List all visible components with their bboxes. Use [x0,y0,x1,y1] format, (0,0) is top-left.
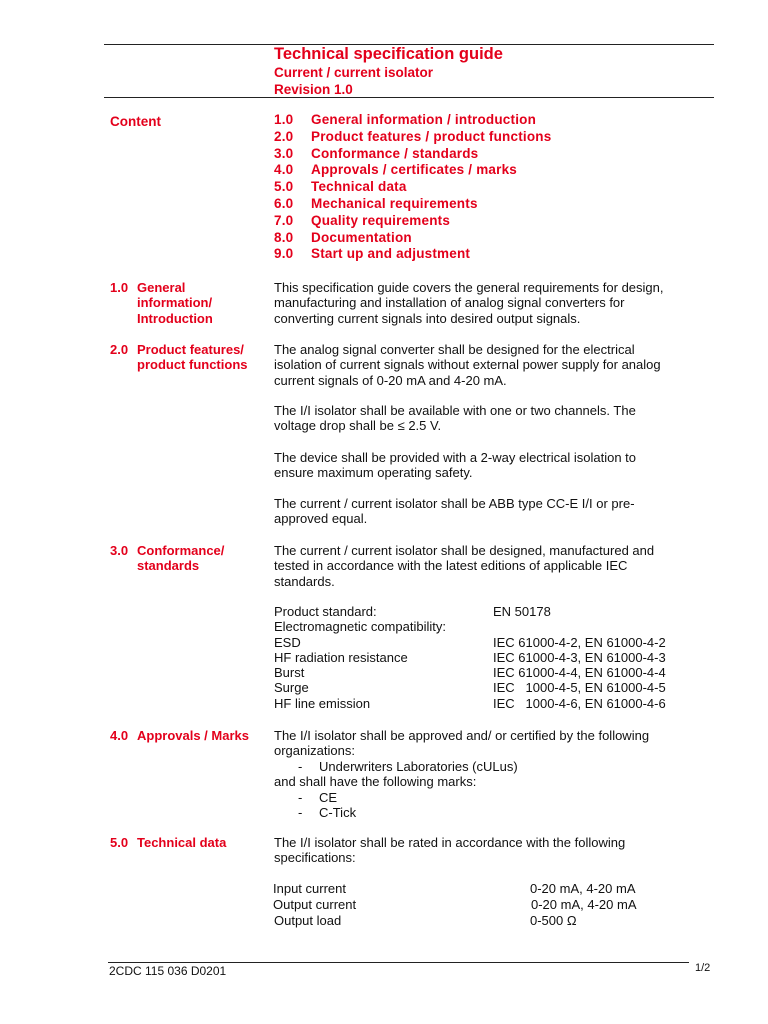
mark-list-item: - C-Tick [298,805,357,820]
standard-row: Surge IEC 1000-4-5, EN 61000-4-5 [274,680,666,696]
table-of-contents [274,112,551,263]
section-2-heading: 2.0 Product features/ product functions [110,342,248,373]
content-label: Content [110,114,161,129]
toc-item[interactable]: 1.0 General information / introduction [274,112,537,127]
section-5-text: The I/I isolator shall be rated in accordance with the following specifications: [274,835,626,866]
section-3-text: The current / current isolator shall be designed, manufactured and tested in accordance with the latest editions of applicable IEC standards. [274,543,655,589]
footer-rule [108,962,689,963]
page-title: Technical specification guide [274,45,503,63]
section-1-text: This specification guide covers the general requirements for design, manufacturing and installation of analog signal converters for converting current signals into desired output signals. [274,280,664,326]
toc-item[interactable]: 3.0 Conformance / standards [274,145,479,161]
section-4-text: The I/I isolator shall be approved and/ or certified by the following organizations: - Underwriters Laboratories (cULus) and shall have the following marks: - CE - C-Tick [274,728,714,820]
spec-table [273,881,693,928]
spec-row: Output current 0-20 mA, 4-20 mA [273,896,637,912]
toc-item[interactable]: 4.0 Approvals / certificates / marks [274,162,517,178]
standard-row: Burst IEC 61000-4-4, EN 61000-4-4 [274,665,666,681]
page-subtitle: Current / current isolator [274,65,434,80]
standard-row: HF line emission IEC 1000-4-6, EN 61000-4-6 [274,695,666,711]
section-5-heading: 5.0 Technical data [110,835,227,850]
document-number: 2CDC 115 036 D0201 [109,964,227,978]
section-2-para-3: The device shall be provided with a 2-way electrical isolation to ensure maximum operating safety. [274,450,637,481]
page-number: 1/2 [695,962,711,974]
toc-item[interactable]: 6.0 Mechanical requirements [274,195,478,211]
standard-row: HF radiation resistance IEC 61000-4-3, EN 61000-4-3 [274,649,666,665]
standard-row: ESD IEC 61000-4-2, EN 61000-4-2 [274,634,666,650]
mark-list-item: - CE [298,789,338,805]
section-1-heading: 1.0 General information/ Introduction [110,280,213,326]
toc-item[interactable]: 2.0 Product features / product functions [274,128,552,144]
organization-list-item: - Underwriters Laboratories (cULus) [298,758,518,774]
toc-item[interactable]: 7.0 Quality requirements [274,212,451,228]
standard-row: Electromagnetic compatibility: [274,619,446,635]
title-block [274,44,503,98]
section-2-para-2: The I/I isolator shall be available with one or two channels. The voltage drop shall be ≤ 2.5 V. [274,403,636,434]
section-2-para-4: The current / current isolator shall be ABB type CC-E I/I or pre- approved equal. [274,496,635,527]
toc-item[interactable]: 8.0 Documentation [274,229,412,245]
section-3-heading: 3.0 Conformance/ standards [110,543,225,574]
section-4-heading: 4.0 Approvals / Marks [110,728,249,743]
section-2-para-1: The analog signal converter shall be designed for the electrical isolation of current signals without external power supply for analog current signals of 0-20 mA and 4-20 mA. [274,342,661,388]
toc-item[interactable]: 9.0 Start up and adjustment [274,246,471,262]
revision-label: Revision 1.0 [274,82,353,97]
spec-row: Output load 0-500 Ω [274,912,577,928]
standard-row: Product standard: EN 50178 [274,604,551,619]
toc-item[interactable]: 5.0 Technical data [274,179,407,195]
standards-table [274,604,714,711]
spec-row: Input current 0-20 mA, 4-20 mA [273,881,636,896]
